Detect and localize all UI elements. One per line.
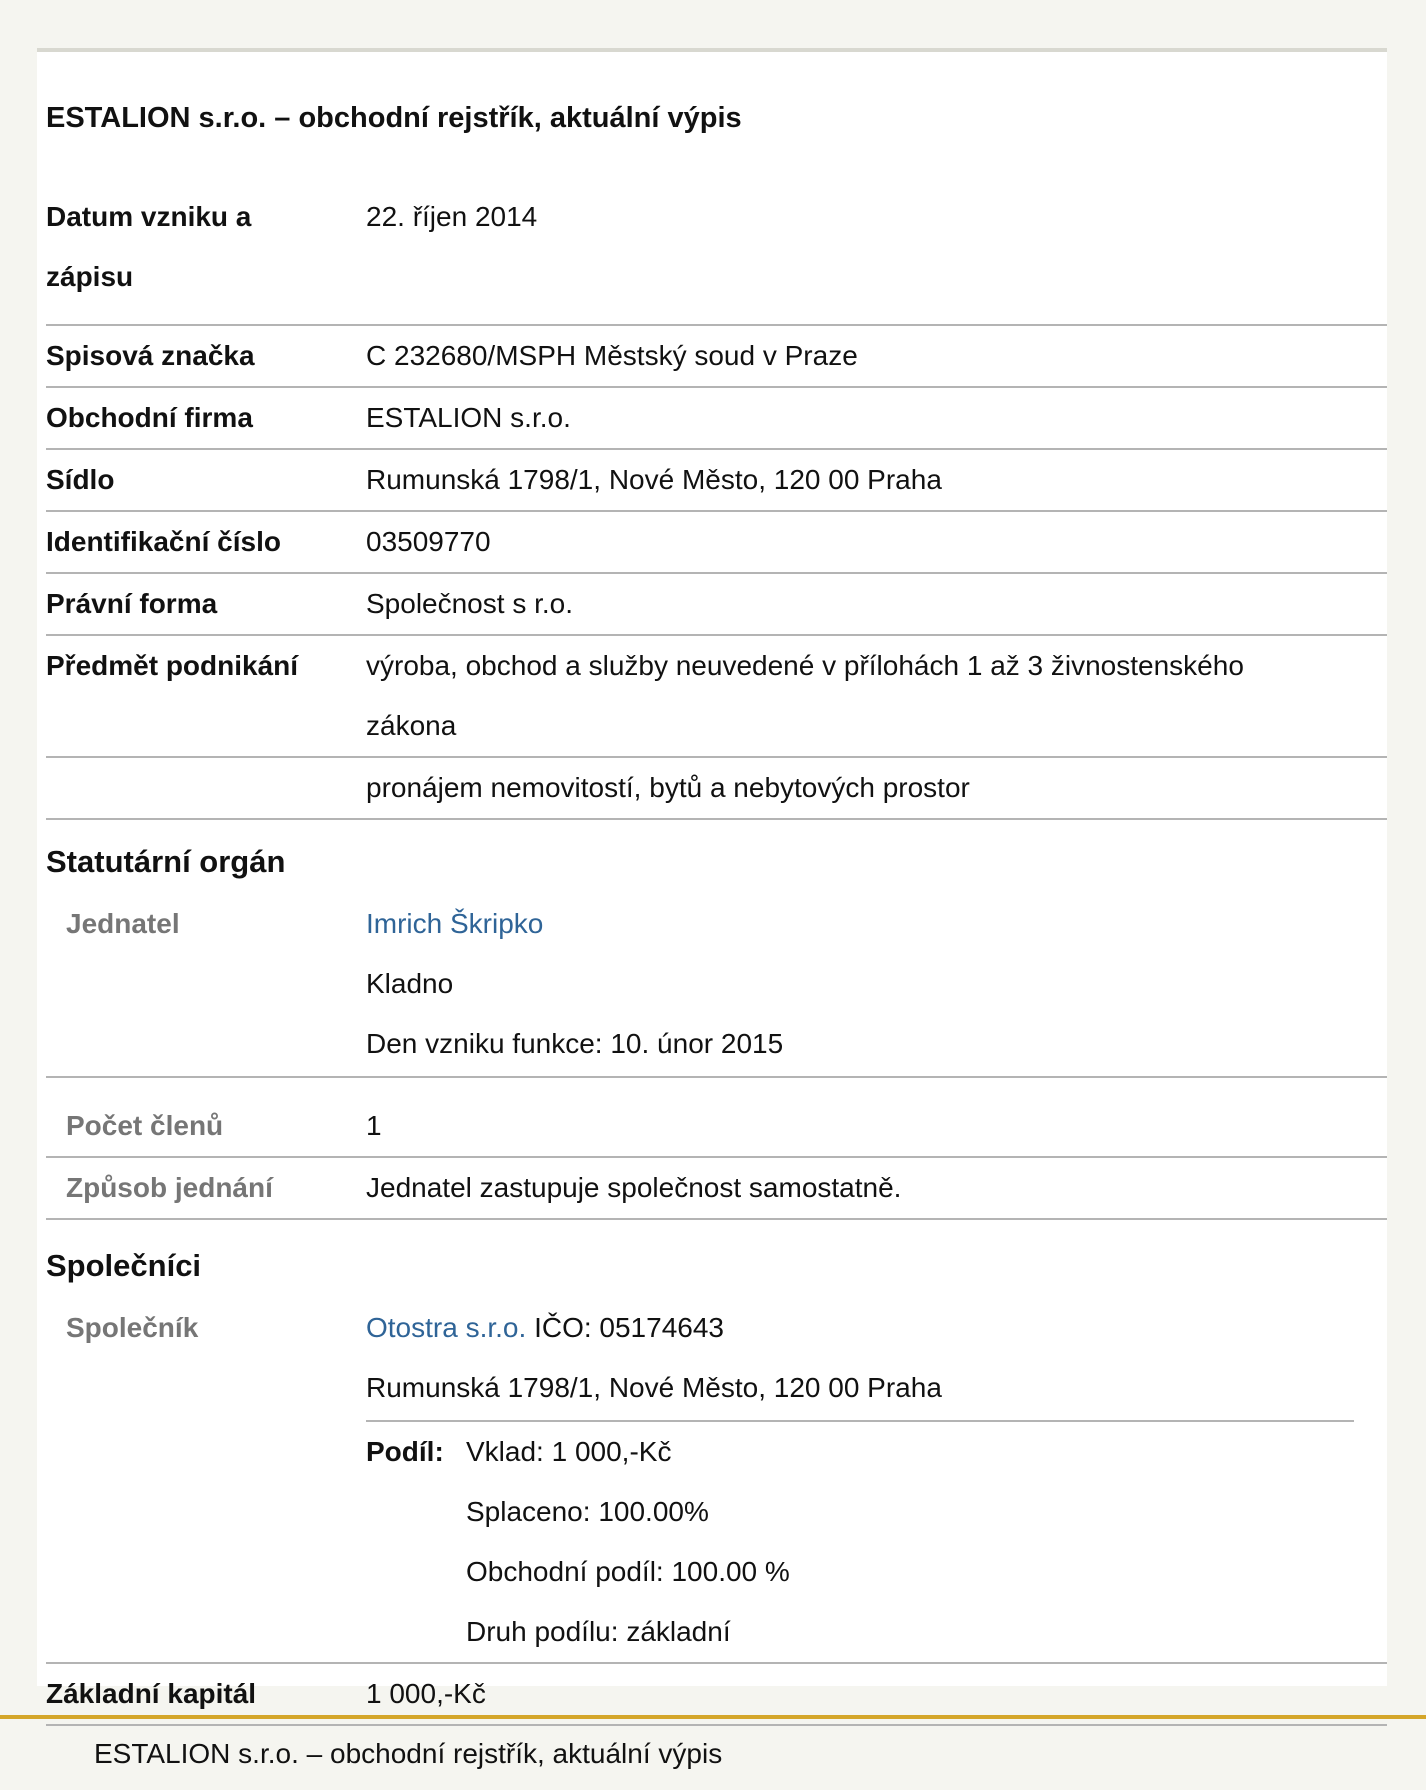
value-spolecnik-name-wrap xyxy=(366,1298,724,1358)
label-datum-vzniku xyxy=(46,187,346,307)
label-sidlo: Sídlo xyxy=(46,464,115,495)
value-spisova-znacka: C 232680/MSPH Městský soud v Praze xyxy=(366,340,858,371)
spolecnik-link[interactable]: Otostra s.r.o. xyxy=(366,1312,527,1343)
label-predmet-podnikani: Předmět podnikání xyxy=(46,650,299,681)
page-title: ESTALION s.r.o. – obchodní rejstřík, aktuální výpis xyxy=(46,102,742,134)
row-pravni-forma xyxy=(46,574,1387,636)
value-obchodni-podil: Obchodní podíl: 100.00 % xyxy=(466,1556,790,1587)
label-spisova-znacka: Spisová značka xyxy=(46,340,255,371)
value-jednatel-city: Kladno xyxy=(366,968,454,999)
value-predmet-podnikani-1-line2: zákona xyxy=(366,710,457,741)
value-predmet-podnikani-1-line1: výroba, obchod a služby neuvedené v přílohách 1 až 3 živnostenského xyxy=(366,650,1244,681)
row-identifikacni-cislo xyxy=(46,512,1387,574)
row-zpusob-jednani xyxy=(46,1158,1387,1220)
value-vklad: Vklad: 1 000,-Kč xyxy=(466,1436,672,1467)
value-datum-vzniku: 22. říjen 2014 xyxy=(366,201,538,232)
register-card xyxy=(37,48,1387,1709)
value-druh-podilu: Druh podílu: základní xyxy=(466,1616,731,1647)
value-jednatel-since: Den vzniku funkce: 10. únor 2015 xyxy=(366,1028,784,1059)
spolecnik-ico: IČO: 05174643 xyxy=(534,1312,724,1343)
value-zakladni-kapital: 1 000,-Kč xyxy=(366,1678,486,1709)
label-datum-vzniku-line1: Datum vzniku a xyxy=(46,201,252,232)
label-pocet-clenu: Počet členů xyxy=(66,1110,224,1141)
label-zakladni-kapital: Základní kapitál xyxy=(46,1678,257,1709)
value-identifikacni-cislo: 03509770 xyxy=(366,526,491,557)
row-spolecnik xyxy=(46,1298,1387,1664)
section-spolecnici: Společníci xyxy=(46,1248,202,1283)
row-obchodni-firma xyxy=(46,388,1387,450)
value-zpusob-jednani: Jednatel zastupuje společnost samostatně. xyxy=(366,1172,902,1203)
value-spolecnik-address: Rumunská 1798/1, Nové Město, 120 00 Praha xyxy=(366,1372,942,1403)
label-jednatel: Jednatel xyxy=(66,908,180,939)
row-datum-vzniku xyxy=(46,187,1387,326)
row-predmet-podnikani-2 xyxy=(46,758,1387,820)
value-splaceno: Splaceno: 100.00% xyxy=(466,1496,709,1527)
value-sidlo: Rumunská 1798/1, Nové Město, 120 00 Praha xyxy=(366,464,942,495)
row-sidlo xyxy=(46,450,1387,512)
row-spisova-znacka xyxy=(46,326,1387,388)
label-obchodni-firma: Obchodní firma xyxy=(46,402,253,433)
row-jednatel xyxy=(46,894,1387,1078)
jednatel-link[interactable]: Imrich Škripko xyxy=(366,908,544,939)
label-datum-vzniku-line2: zápisu xyxy=(46,261,134,292)
value-obchodni-firma: ESTALION s.r.o. xyxy=(366,402,571,433)
value-jednatel-name-wrap xyxy=(366,894,543,954)
section-statutarni-organ: Statutární orgán xyxy=(46,844,286,879)
label-zpusob-jednani: Způsob jednání xyxy=(66,1172,273,1203)
footer-title: ESTALION s.r.o. – obchodní rejstřík, aktuální výpis xyxy=(94,1738,723,1769)
value-predmet-podnikani-2: pronájem nemovitostí, bytů a nebytových prostor xyxy=(366,772,970,803)
label-podil: Podíl: xyxy=(366,1436,444,1467)
label-pravni-forma: Právní forma xyxy=(46,588,218,619)
row-predmet-podnikani xyxy=(46,636,1387,758)
value-pocet-clenu: 1 xyxy=(366,1110,382,1141)
label-identifikacni-cislo: Identifikační číslo xyxy=(46,526,281,557)
label-spolecnik: Společník xyxy=(66,1312,199,1343)
row-pocet-clenu xyxy=(46,1096,1387,1158)
footer-rule xyxy=(0,1715,1426,1719)
value-pravni-forma: Společnost s r.o. xyxy=(366,588,574,619)
